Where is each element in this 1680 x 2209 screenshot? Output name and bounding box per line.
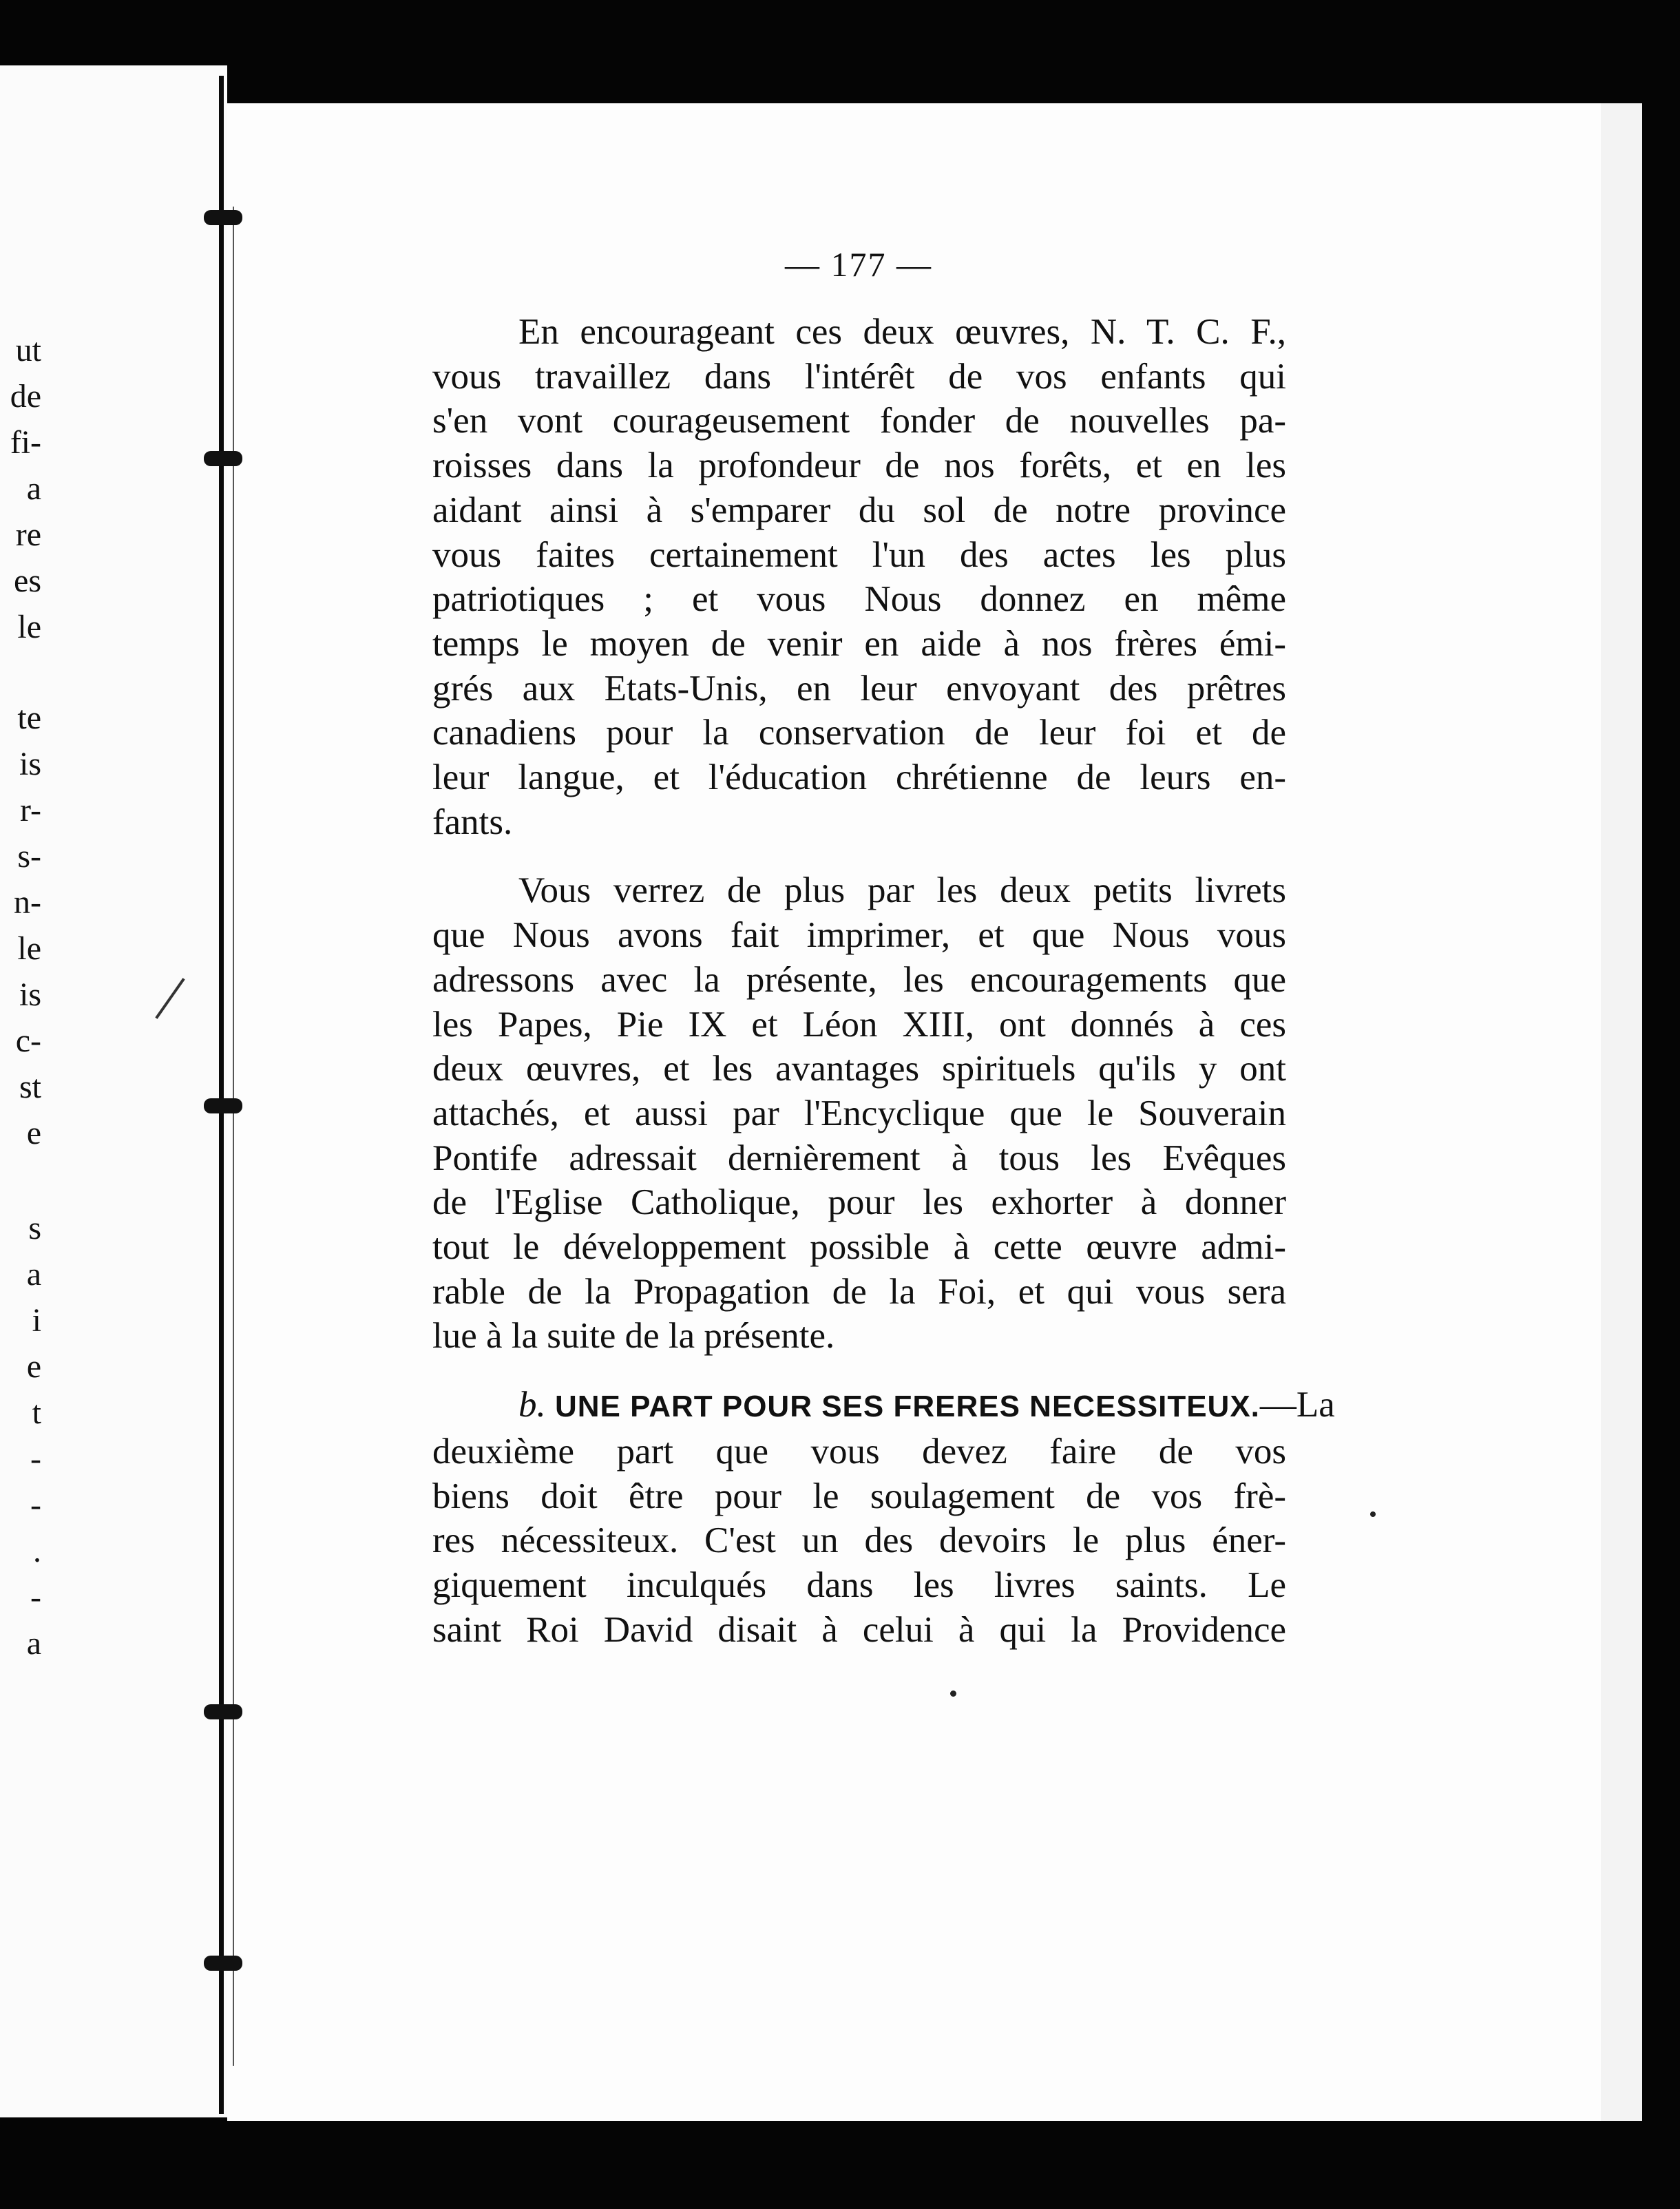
prev-page-fragment: de xyxy=(10,378,41,415)
text-line: grés aux Etats-Unis, en leur envoyant des prêtres xyxy=(432,668,1286,709)
prev-page-fragment: ut xyxy=(15,332,41,368)
binding-gutter-shadow xyxy=(233,207,234,2066)
text-line: aidant ainsi à s'emparer du sol de notre province xyxy=(432,490,1286,530)
prev-page-fragment: a xyxy=(26,1256,41,1292)
prev-page-fragment: s- xyxy=(17,838,41,875)
prev-page-fragment: - xyxy=(30,1579,41,1615)
binding-stitch xyxy=(204,1956,242,1971)
text-line: fants. xyxy=(432,802,513,842)
text-line: rable de la Propagation de la Foi, et qui vous sera xyxy=(432,1271,1286,1312)
prev-page-fragment: le xyxy=(17,609,41,645)
prev-page-fragment: t xyxy=(32,1394,41,1431)
binding-stitch xyxy=(204,451,242,466)
text-line: canadiens pour la conservation de leur foi et de xyxy=(432,713,1286,753)
prev-page-fragment: n- xyxy=(14,884,41,921)
prev-page-fragment: fi- xyxy=(10,424,41,461)
page-edge-shadow xyxy=(1601,103,1642,2121)
page-number: — 177 — xyxy=(785,245,932,284)
prev-page-fragment: c- xyxy=(15,1023,41,1059)
text-line: vous faites certainement l'un des actes les plus xyxy=(432,534,1286,575)
paragraph xyxy=(432,868,1286,1359)
paragraph xyxy=(432,310,1286,844)
text-line: attachés, et aussi par l'Encyclique que le Souverain xyxy=(432,1093,1286,1133)
section-letter: b. xyxy=(518,1385,546,1425)
text-line: giquement inculqués dans les livres saints. Le xyxy=(432,1564,1286,1605)
text-line: biens doit être pour le soulagement de vos frè- xyxy=(432,1476,1286,1516)
prev-page-fragment: is xyxy=(19,976,41,1013)
prev-page-fragment: r- xyxy=(19,792,41,828)
binding-gutter xyxy=(219,76,224,2114)
prev-page-fragment: es xyxy=(14,563,41,599)
text-line: patriotiques ; et vous Nous donnez en même xyxy=(432,579,1286,620)
text-line: En encourageant ces deux œuvres, N. T. C. F., xyxy=(518,312,1286,352)
text-line: roisses dans la profondeur de nos forêts, et en les xyxy=(432,446,1286,486)
text-line: adressons avec la présente, les encouragements que xyxy=(432,959,1286,1000)
text-line: les Papes, Pie IX et Léon XIII, ont donnés à ces xyxy=(432,1004,1286,1045)
section-heading-line xyxy=(432,1383,1335,1430)
text-line: deuxième part que vous devez faire de vos xyxy=(432,1431,1286,1472)
text-line: de l'Eglise Catholique, pour les exhorter à donner xyxy=(432,1182,1286,1223)
text-line: tout le développement possible à cette œuvre admi- xyxy=(432,1227,1286,1268)
text-line: res nécessiteux. C'est un des devoirs le plus éner- xyxy=(432,1520,1286,1561)
page-body xyxy=(432,310,1335,1652)
text-line: vous travaillez dans l'intérêt de vos enfants qui xyxy=(432,356,1286,397)
text-line: lue à la suite de la présente. xyxy=(432,1316,835,1357)
prev-page-fragment: le xyxy=(17,930,41,967)
section-b xyxy=(432,1383,1335,1652)
section-heading: UNE PART POUR SES FRERES NECESSITEUX. xyxy=(555,1390,1260,1424)
text-line: que Nous avons fait imprimer, et que Nous vous xyxy=(432,915,1286,956)
binding-stitch xyxy=(204,1098,242,1113)
text-line: saint Roi David disait à celui à qui la Providence xyxy=(432,1609,1286,1650)
prev-page-fragment: i xyxy=(32,1302,41,1339)
prev-page-fragment: s xyxy=(28,1210,41,1246)
dust-speck xyxy=(1370,1511,1376,1517)
text-line: Pontife adressait dernièrement à tous les Evêques xyxy=(432,1138,1286,1178)
prev-page-fragment: e xyxy=(26,1348,41,1385)
prev-page-fragment: st xyxy=(19,1069,41,1105)
prev-page-fragment: . xyxy=(33,1533,41,1569)
text-line: Vous verrez de plus par les deux petits livrets xyxy=(518,870,1286,911)
prev-page-fragment: is xyxy=(19,746,41,782)
prev-page-fragment: a xyxy=(26,470,41,507)
prev-page-fragment: e xyxy=(26,1115,41,1151)
text-line: s'en vont courageusement fonder de nouvelles pa- xyxy=(432,401,1286,441)
prev-page-fragment: re xyxy=(15,516,41,553)
prev-page-fragment: te xyxy=(17,700,41,736)
binding-stitch xyxy=(204,210,242,225)
dust-speck xyxy=(950,1690,956,1697)
binding-stitch xyxy=(204,1704,242,1719)
prev-page-fragment: - xyxy=(30,1441,41,1477)
text-line: deux œuvres, et les avantages spirituels qu'ils y ont xyxy=(432,1049,1286,1089)
text-line: temps le moyen de venir en aide à nos frères émi- xyxy=(432,623,1286,664)
previous-page-edge xyxy=(0,65,227,2117)
text-line: leur langue, et l'éducation chrétienne de leurs en- xyxy=(432,757,1286,798)
prev-page-fragment: a xyxy=(26,1625,41,1662)
heading-continuation: —La xyxy=(1259,1385,1335,1425)
prev-page-fragment: - xyxy=(30,1487,41,1523)
